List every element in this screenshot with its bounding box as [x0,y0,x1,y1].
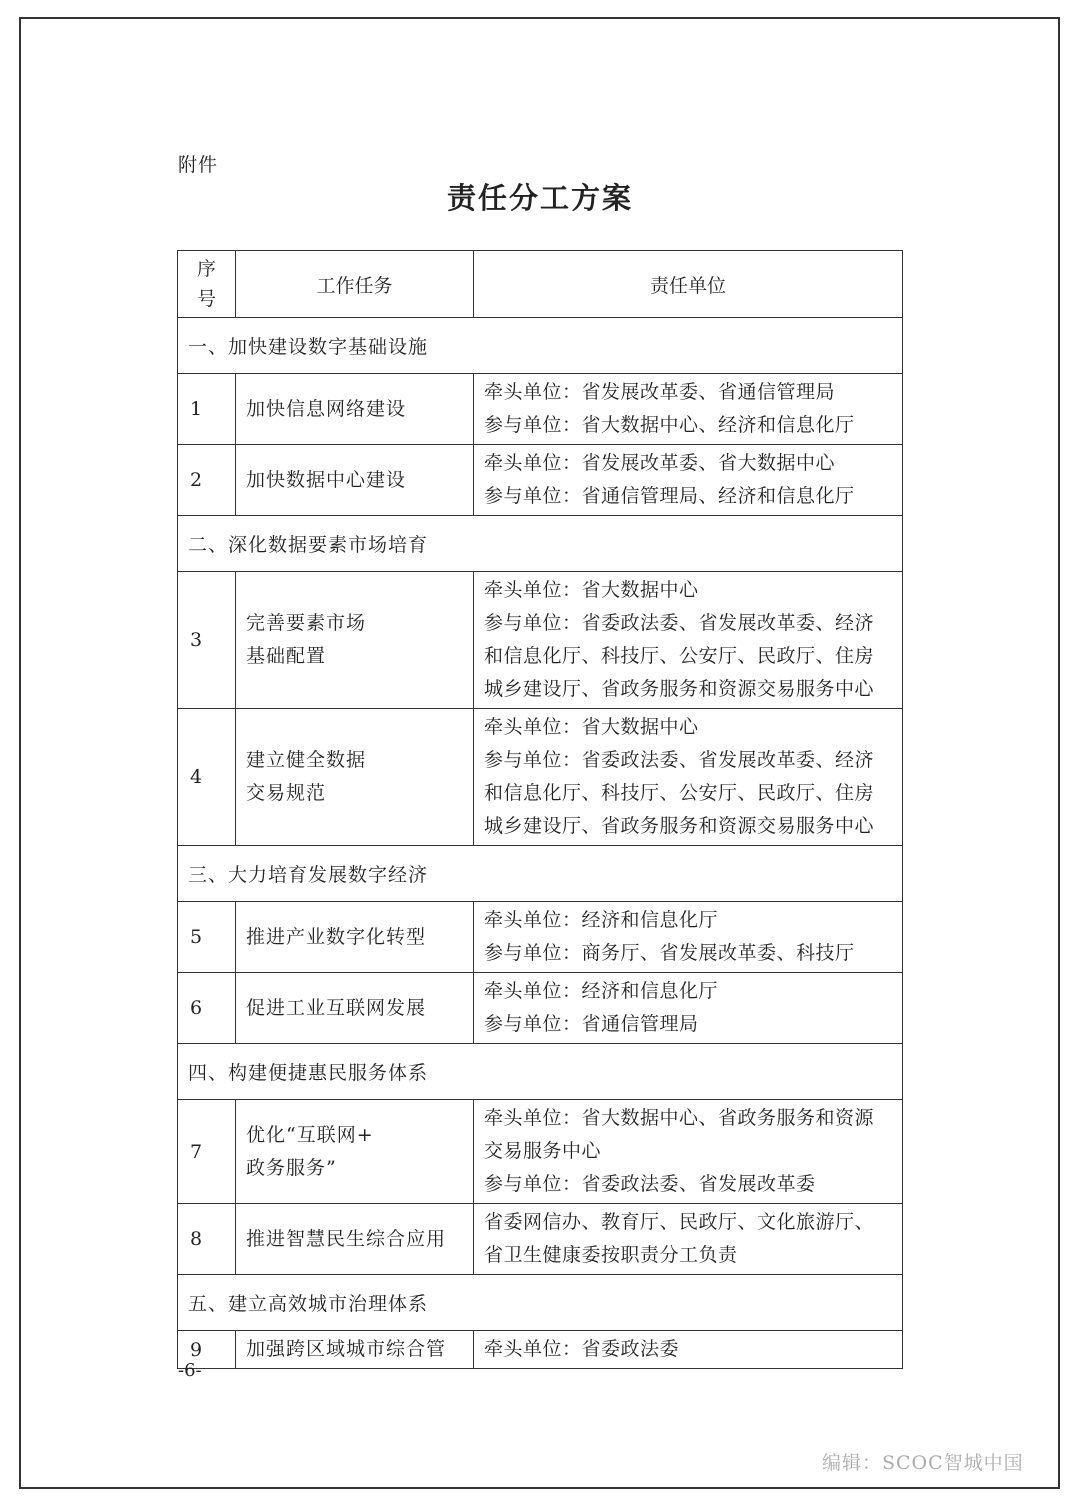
task-line: 政务服务” [246,1156,337,1179]
unit-line: 牵头单位：经济和信息化厅 [484,980,719,1002]
table-row [178,902,903,973]
unit-line: 牵头单位：省大数据中心 [484,579,699,601]
section-title: 二、深化数据要素市场培育 [178,516,903,572]
page-number: -6- [178,1360,202,1381]
responsibility-table [177,250,903,1369]
table-row [178,572,903,709]
unit-line: 牵头单位：省大数据中心、省政务服务和资源 [484,1107,875,1129]
attachment-label: 附件 [178,154,219,176]
unit-cell [474,709,903,846]
unit-line: 城乡建设厅、省政务服务和资源交易服务中心 [484,815,875,837]
task-line: 基础配置 [246,645,327,667]
unit-line: 参与单位：省通信管理局、经济和信息化厅 [484,485,855,507]
task-line: 推进智慧民生综合应用 [246,1227,447,1250]
unit-line: 省委网信办、教育厅、民政厅、文化旅游厅、 [484,1211,875,1233]
task-line: 优化“互联网+ [246,1123,374,1146]
header-unit: 责任单位 [474,251,903,318]
task-line: 加快数据中心建设 [246,468,407,491]
task-line: 加强跨区域城市综合管 [246,1338,447,1360]
section-title: 四、构建便捷惠民服务体系 [178,1044,903,1100]
editor-credit: 编辑：SCOC智城中国 [822,1452,1024,1474]
task-cell [236,709,474,846]
task-cell [236,1331,474,1369]
unit-line: 牵头单位：省委政法委 [484,1338,680,1360]
task-cell [236,902,474,973]
unit-cell [474,445,903,516]
row-number: 4 [178,709,236,846]
table-row [178,1204,903,1275]
section-row [178,1275,903,1331]
unit-line: 参与单位：省委政法委、省发展改革委、经济 [484,612,875,634]
unit-cell [474,374,903,445]
task-cell [236,445,474,516]
section-title: 一、加快建设数字基础设施 [178,318,903,374]
header-no-line: 号 [196,288,216,310]
section-row [178,318,903,374]
row-number: 5 [178,902,236,973]
task-cell [236,374,474,445]
task-line: 完善要素市场 [246,612,367,634]
unit-line: 参与单位：省委政法委、省发展改革委 [484,1173,816,1195]
row-number: 2 [178,445,236,516]
unit-line: 参与单位：省通信管理局 [484,1013,699,1035]
table-header-row [178,251,903,318]
task-line: 交易规范 [246,782,327,804]
header-task: 工作任务 [236,251,474,318]
document-title: 责任分工方案 [446,181,633,215]
unit-cell [474,1331,903,1369]
row-number: 3 [178,572,236,709]
task-line: 推进产业数字化转型 [246,925,427,948]
table-row [178,1331,903,1369]
unit-cell [474,902,903,973]
task-cell [236,1100,474,1204]
task-line: 建立健全数据 [246,749,367,771]
header-no-line: 序 [196,258,216,280]
unit-line: 牵头单位：省大数据中心 [484,716,699,738]
unit-line: 参与单位：省大数据中心、经济和信息化厅 [484,414,855,436]
header-no [178,251,236,318]
task-cell [236,572,474,709]
table-row [178,445,903,516]
table-row [178,709,903,846]
row-number: 6 [178,973,236,1044]
unit-line: 和信息化厅、科技厅、公安厅、民政厅、住房 [484,645,875,667]
unit-line: 牵头单位：省发展改革委、省大数据中心 [484,452,836,474]
section-row [178,1044,903,1100]
unit-cell [474,1100,903,1204]
row-number: 1 [178,374,236,445]
unit-line: 省卫生健康委按职责分工负责 [484,1244,738,1266]
unit-line: 牵头单位：经济和信息化厅 [484,909,719,931]
row-number: 8 [178,1204,236,1275]
task-cell [236,1204,474,1275]
unit-cell [474,973,903,1044]
task-line: 促进工业互联网发展 [246,996,427,1019]
unit-line: 交易服务中心 [484,1140,602,1162]
unit-line: 和信息化厅、科技厅、公安厅、民政厅、住房 [484,782,875,804]
row-number: 7 [178,1100,236,1204]
section-row [178,846,903,902]
section-row [178,516,903,572]
task-line: 加快信息网络建设 [246,397,407,420]
task-cell [236,973,474,1044]
unit-cell [474,572,903,709]
unit-cell [474,1204,903,1275]
unit-line: 参与单位：省委政法委、省发展改革委、经济 [484,749,875,771]
section-title: 五、建立高效城市治理体系 [178,1275,903,1331]
row-number: 9 [178,1331,236,1369]
unit-line: 参与单位：商务厅、省发展改革委、科技厅 [484,942,855,964]
unit-line: 牵头单位：省发展改革委、省通信管理局 [484,381,836,403]
section-title: 三、大力培育发展数字经济 [178,846,903,902]
unit-line: 城乡建设厅、省政务服务和资源交易服务中心 [484,678,875,700]
table-row [178,374,903,445]
table-row [178,973,903,1044]
table-row [178,1100,903,1204]
